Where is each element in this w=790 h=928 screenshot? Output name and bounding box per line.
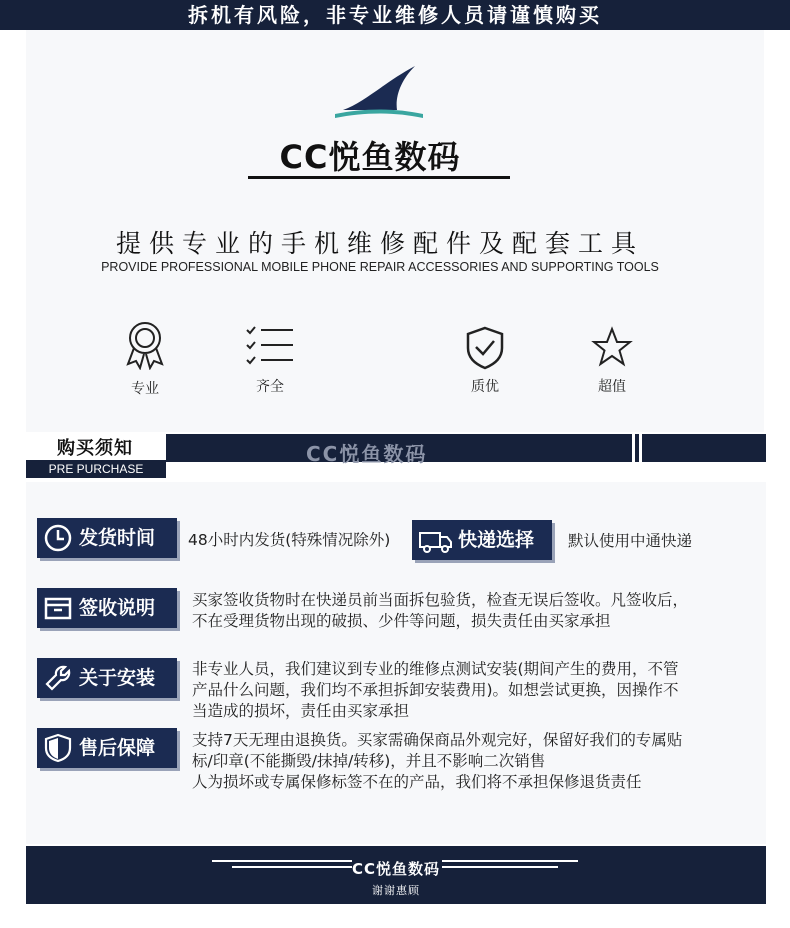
- after-sales-text-line: 标/印章(不能撕毁/抹掉/转移)，并且不影响二次销售: [192, 752, 546, 770]
- footer-brand: CC悦鱼数码: [351, 860, 441, 878]
- top-warning-banner: 拆机有风险，非专业维修人员请谨慎购买: [0, 0, 790, 30]
- installation-text-line: 非专业人员，我们建议到专业的维修点测试安装(期间产生的费用，不管: [192, 660, 679, 678]
- receipt-text-line: 不在受理货物出现的破损、少件等问题，损失责任由买家承担: [192, 612, 611, 630]
- badge-label: 发货时间: [79, 527, 156, 549]
- brand-logo: [230, 60, 530, 180]
- delivery-truck-icon: [418, 525, 454, 555]
- star-icon: [591, 326, 633, 368]
- after-sales-text-line: 支持7天无理由退换货。买家需确保商品外观完好，保留好我们的专属贴: [192, 731, 683, 749]
- installation-text-line: 当造成的损坏，责任由买家承担: [192, 702, 410, 720]
- wrench-icon: [43, 663, 73, 693]
- logo-text: CC悦鱼数码: [279, 138, 461, 176]
- feature-list: [0, 318, 790, 398]
- award-icon: [122, 320, 168, 370]
- badge-label: 关于安装: [79, 667, 156, 689]
- shield-icon: [43, 733, 73, 763]
- badge-shipping-time: [37, 518, 177, 558]
- badge-after-sales: [37, 728, 177, 768]
- badge-label: 快递选择: [458, 529, 535, 551]
- shipping-time-text: 48小时内发货(特殊情况除外): [188, 531, 391, 549]
- feature-label: 质优: [471, 379, 499, 395]
- checklist-icon: [244, 324, 296, 366]
- slogan-english: PROVIDE PROFESSIONAL MOBILE PHONE REPAIR ACCESSORIES AND SUPPORTING TOOLS: [101, 260, 659, 274]
- feature-label: 齐全: [256, 379, 284, 395]
- receipt-text-line: 买家签收货物时在快递员前当面拆包验货，检查无误后签收。凡签收后，: [192, 591, 689, 609]
- badge-receipt-instructions: [37, 588, 177, 628]
- badge-courier-choice: [412, 520, 552, 560]
- notice-bar-divider: [635, 434, 639, 462]
- shark-fin-icon: [335, 62, 425, 122]
- feature-professional: [100, 320, 190, 398]
- notice-title-chinese: 购买须知: [57, 438, 133, 459]
- package-box-icon: [43, 593, 73, 623]
- footer-thanks: 谢谢惠顾: [372, 884, 420, 897]
- courier-choice-text: 默认使用中通快递: [568, 532, 693, 550]
- purchase-notice-header: [26, 432, 766, 478]
- clock-icon: [43, 523, 73, 553]
- badge-label: 签收说明: [79, 597, 156, 619]
- notice-title: [26, 432, 164, 478]
- feature-label: 专业: [131, 381, 159, 397]
- slogan-chinese: 提供专业的手机维修配件及配套工具: [115, 229, 644, 258]
- shield-check-icon: [465, 326, 505, 370]
- badge-installation: [37, 658, 177, 698]
- badge-label: 售后保障: [79, 737, 156, 759]
- after-sales-text-line: 人为损坏或专属保修标签不在的产品，我们将不承担保修退货责任: [192, 773, 642, 791]
- installation-text-line: 产品什么问题，我们均不承担拆卸安装费用)。如想尝试更换，因操作不: [192, 681, 679, 699]
- notice-title-english: PRE PURCHASE: [26, 460, 166, 478]
- logo-underline: [248, 176, 510, 179]
- feature-label: 超值: [598, 379, 626, 395]
- watermark-text: CC悦鱼数码: [306, 442, 428, 466]
- feature-value: [567, 326, 657, 396]
- feature-quality: [440, 326, 530, 396]
- footer-banner: [26, 846, 766, 904]
- feature-complete: [225, 324, 315, 396]
- notice-bar-segment: [642, 434, 766, 462]
